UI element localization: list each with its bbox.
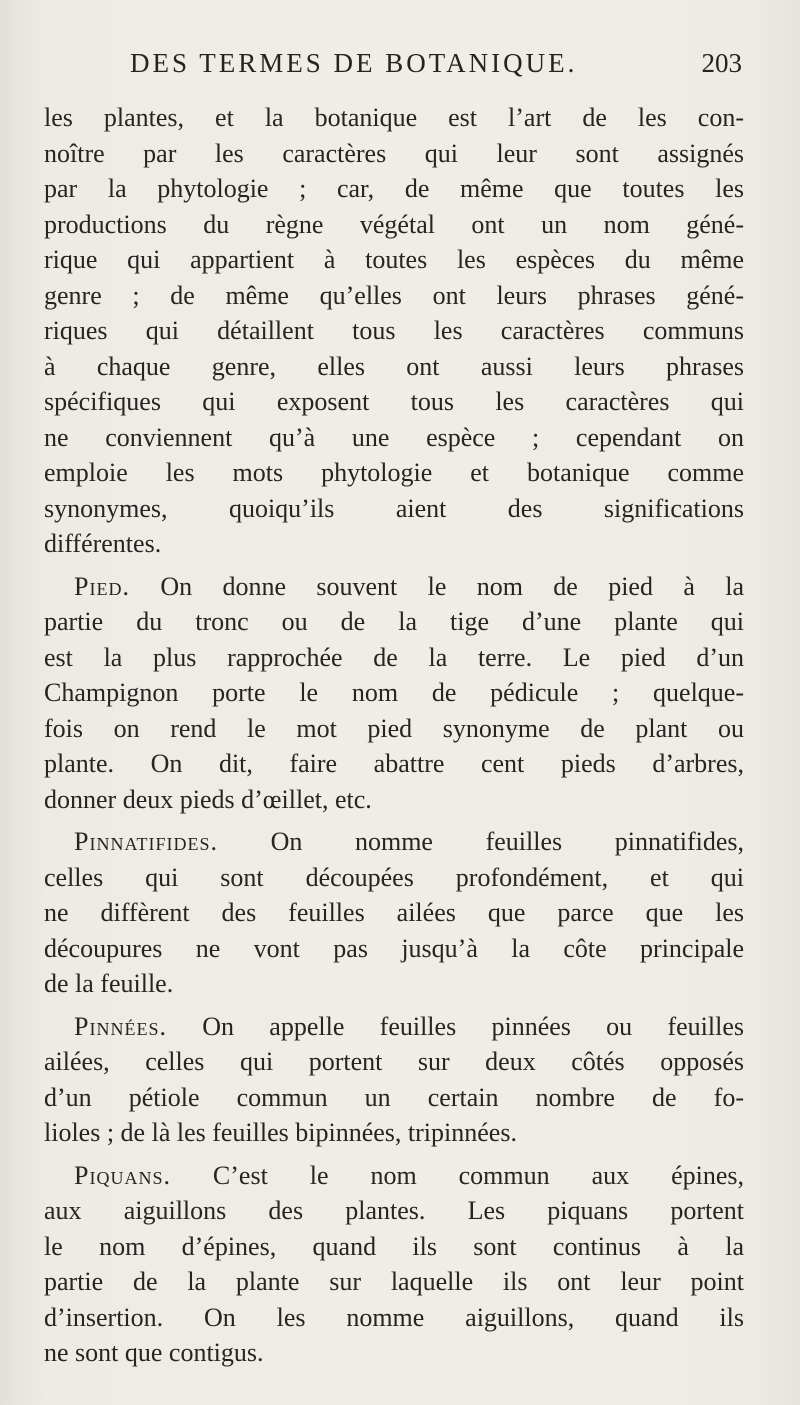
text-line: fois on rend le mot pied synonyme de plant ou: [44, 713, 744, 743]
entry-first-line: [44, 1009, 744, 1045]
text-line: spécifiques qui exposent tous les caractères qui: [44, 387, 744, 416]
text-line: productions du règne végétal ont un nom géné-: [44, 209, 744, 239]
text-line: ne conviennent qu’à une espèce ; cependant on: [44, 422, 744, 452]
text-line: aux aiguillons des plantes. Les piquans portent: [44, 1196, 744, 1225]
text-line: emploie les mots phytologie et botanique comme: [44, 458, 744, 487]
text-line: celles qui sont découpées profondément, et qui: [44, 862, 744, 892]
running-title: DES TERMES DE BOTANIQUE.: [130, 48, 578, 78]
entry-first-line: [44, 1158, 744, 1194]
entry-pinnatifides: [44, 824, 744, 1002]
entry-first-text: On nomme feuilles pinnatifides,: [217, 827, 744, 856]
text-line: par la phytologie ; car, de même que toutes les: [44, 174, 744, 203]
text-line: découpures ne vont pas jusqu’à la côte principale: [44, 933, 744, 963]
text-line: genre ; de même qu’elles ont leurs phrases géné-: [44, 280, 744, 310]
entry-first-text: On donne souvent le nom de pied à la: [129, 571, 744, 601]
text-line: ne sont que contigus.: [44, 1338, 264, 1367]
body-text: [44, 100, 744, 1371]
entry-term: Pinnatifides.: [74, 827, 218, 856]
text-line: à chaque genre, elles ont aussi leurs phrases: [44, 351, 744, 381]
entry-first-text: On appelle feuilles pinnées ou feuilles: [166, 1011, 744, 1041]
entry-first-line: [44, 569, 744, 605]
text-line: synonymes, quoiqu’ils aient des significations: [44, 493, 744, 523]
text-line: plante. On dit, faire abattre cent pieds d’arbres,: [44, 749, 744, 778]
text-line: partie de la plante sur laquelle ils ont leur point: [44, 1267, 744, 1296]
entry-term: Pied.: [74, 571, 130, 601]
text-line: ailées, celles qui portent sur deux côtés opposés: [44, 1047, 744, 1076]
text-line: noître par les caractères qui leur sont assignés: [44, 138, 744, 168]
entry-first-text: C’est le nom commun aux épines,: [170, 1160, 744, 1190]
entry-pied: [44, 569, 744, 818]
text-line: les plantes, et la botanique est l’art de les con-: [44, 103, 744, 132]
text-line: le nom d’épines, quand ils sont continus à la: [44, 1231, 744, 1261]
text-line: d’insertion. On les nomme aiguillons, quand ils: [44, 1302, 744, 1332]
text-line: Champignon porte le nom de pédicule ; quelque-: [44, 678, 744, 707]
text-line: de la feuille.: [44, 969, 174, 998]
text-line: d’un pétiole commun un certain nombre de fo-: [44, 1082, 744, 1112]
paragraph-continuation: [44, 100, 744, 562]
text-line: partie du tronc ou de la tige d’une plante qui: [44, 607, 744, 636]
text-line: ne diffèrent des feuilles ailées que parce que les: [44, 898, 744, 927]
entry-pinnees: [44, 1009, 744, 1151]
entry-term: Pinnées.: [74, 1011, 167, 1041]
text-line: différentes.: [44, 529, 162, 558]
entry-piquans: [44, 1158, 744, 1371]
running-head: [130, 44, 742, 80]
text-line: est la plus rapprochée de la terre. Le pied d’un: [44, 642, 744, 672]
text-line: rique qui appartient à toutes les espèces du même: [44, 245, 744, 274]
text-line: lioles ; de là les feuilles bipinnées, tripinnées.: [44, 1118, 517, 1147]
entry-first-line: [44, 824, 744, 860]
text-line: donner deux pieds d’œillet, etc.: [44, 784, 372, 814]
text-line: riques qui détaillent tous les caractères communs: [44, 316, 744, 345]
page-number: 203: [701, 48, 742, 78]
entry-term: Piquans.: [74, 1160, 171, 1190]
